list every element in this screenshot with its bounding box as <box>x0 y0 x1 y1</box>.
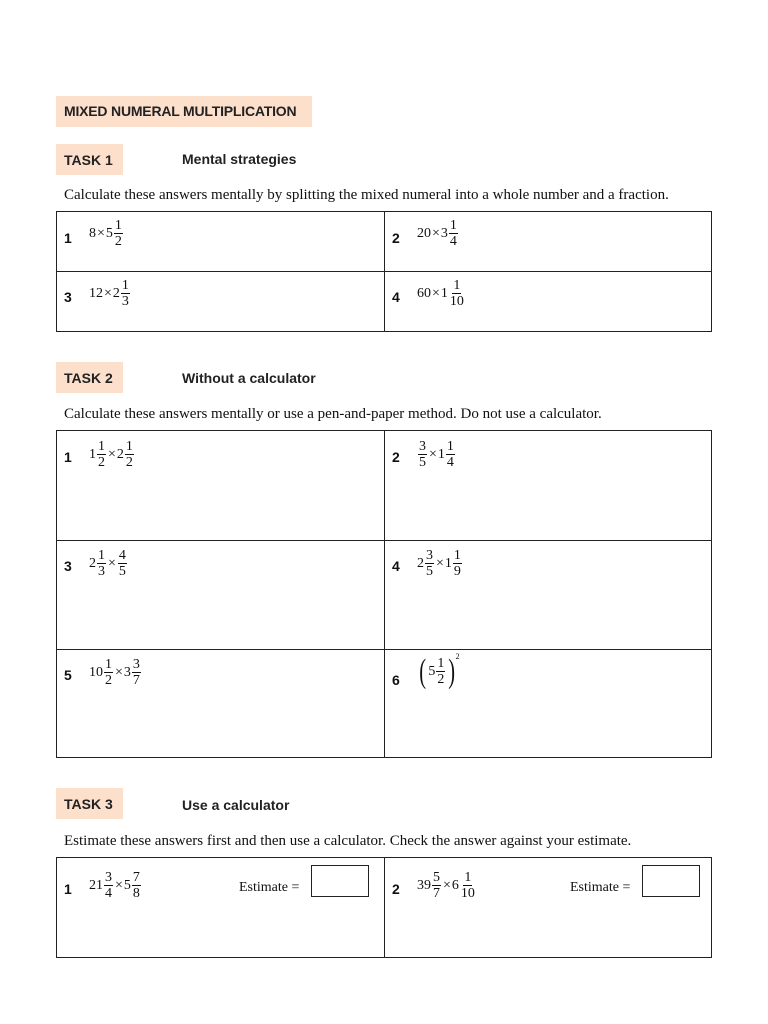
task2-item-3[interactable] <box>57 541 384 649</box>
task2-item-4[interactable] <box>384 541 711 649</box>
task3-item-1[interactable] <box>57 858 384 957</box>
estimate-label: Estimate = <box>239 880 300 895</box>
task2-item-2[interactable] <box>384 431 711 540</box>
item-number: 4 <box>392 558 400 574</box>
item-expression: 20 × 3 $\frac{1}{4}$ <box>417 218 457 249</box>
item-number: 1 <box>64 881 72 897</box>
task3-instruction: Estimate these answers first and then use a calculator. Check the answer against your estimate. <box>64 833 632 849</box>
estimate-input-box[interactable] <box>311 865 369 897</box>
item-number: 2 <box>392 881 400 897</box>
task2-name: Without a calculator <box>182 370 316 386</box>
estimate-input-box[interactable] <box>642 865 700 897</box>
task3-item-2[interactable] <box>384 858 711 957</box>
task1-item-4[interactable] <box>384 272 711 331</box>
item-expression: 2 $\frac{1}{3}$ × $\frac{4}{5}$ <box>89 548 126 579</box>
item-expression: 21 $\frac{3}{4}$ × 5 $\frac{7}{8}$ <box>89 870 140 901</box>
item-number: 1 <box>64 230 72 246</box>
item-expression: ( 5 $\frac{1}{2}$ ) 2 <box>419 651 460 690</box>
task2-grid <box>56 430 712 758</box>
item-number: 5 <box>64 667 72 683</box>
item-number: 2 <box>392 449 400 465</box>
item-expression: 60 × 1 $\frac{1}{10}$ <box>417 278 464 309</box>
task1-item-1[interactable] <box>57 212 384 271</box>
task1-item-2[interactable] <box>384 212 711 271</box>
item-expression: 39 $\frac{5}{7}$ × 6 $\frac{1}{10}$ <box>417 870 475 901</box>
item-number: 4 <box>392 289 400 305</box>
item-number: 3 <box>64 558 72 574</box>
task2-item-6[interactable] <box>384 650 711 757</box>
task2-tag: TASK 2 <box>56 362 123 393</box>
item-expression: 12 × 2 $\frac{1}{3}$ <box>89 278 129 309</box>
task1-item-3[interactable] <box>57 272 384 331</box>
task3-tag: TASK 3 <box>56 788 123 819</box>
item-number: 6 <box>392 672 400 688</box>
task1-name: Mental strategies <box>182 151 297 167</box>
task2-item-1[interactable] <box>57 431 384 540</box>
item-number: 1 <box>64 449 72 465</box>
worksheet-title: MIXED NUMERAL MULTIPLICATION <box>56 96 312 127</box>
task1-tag: TASK 1 <box>56 144 123 175</box>
item-expression: 10 $\frac{1}{2}$ × 3 $\frac{3}{7}$ <box>89 657 140 688</box>
task3-grid <box>56 857 712 958</box>
task3-name: Use a calculator <box>182 797 290 813</box>
item-number: 3 <box>64 289 72 305</box>
task1-instruction: Calculate these answers mentally by splitting the mixed numeral into a whole number and a fraction. <box>64 187 669 203</box>
estimate-label: Estimate = <box>570 880 631 895</box>
task2-instruction: Calculate these answers mentally or use a pen-and-paper method. Do not use a calculator. <box>64 406 602 422</box>
task1-grid <box>56 211 712 332</box>
item-expression: 1 $\frac{1}{2}$ × 2 $\frac{1}{2}$ <box>89 439 133 470</box>
item-number: 2 <box>392 230 400 246</box>
item-expression: 8 × 5 $\frac{1}{2}$ <box>89 218 122 249</box>
item-expression: 2 $\frac{3}{5}$ × 1 $\frac{1}{9}$ <box>417 548 461 579</box>
item-expression: $\frac{3}{5}$ × 1 $\frac{1}{4}$ <box>419 439 454 470</box>
task2-item-5[interactable] <box>57 650 384 757</box>
